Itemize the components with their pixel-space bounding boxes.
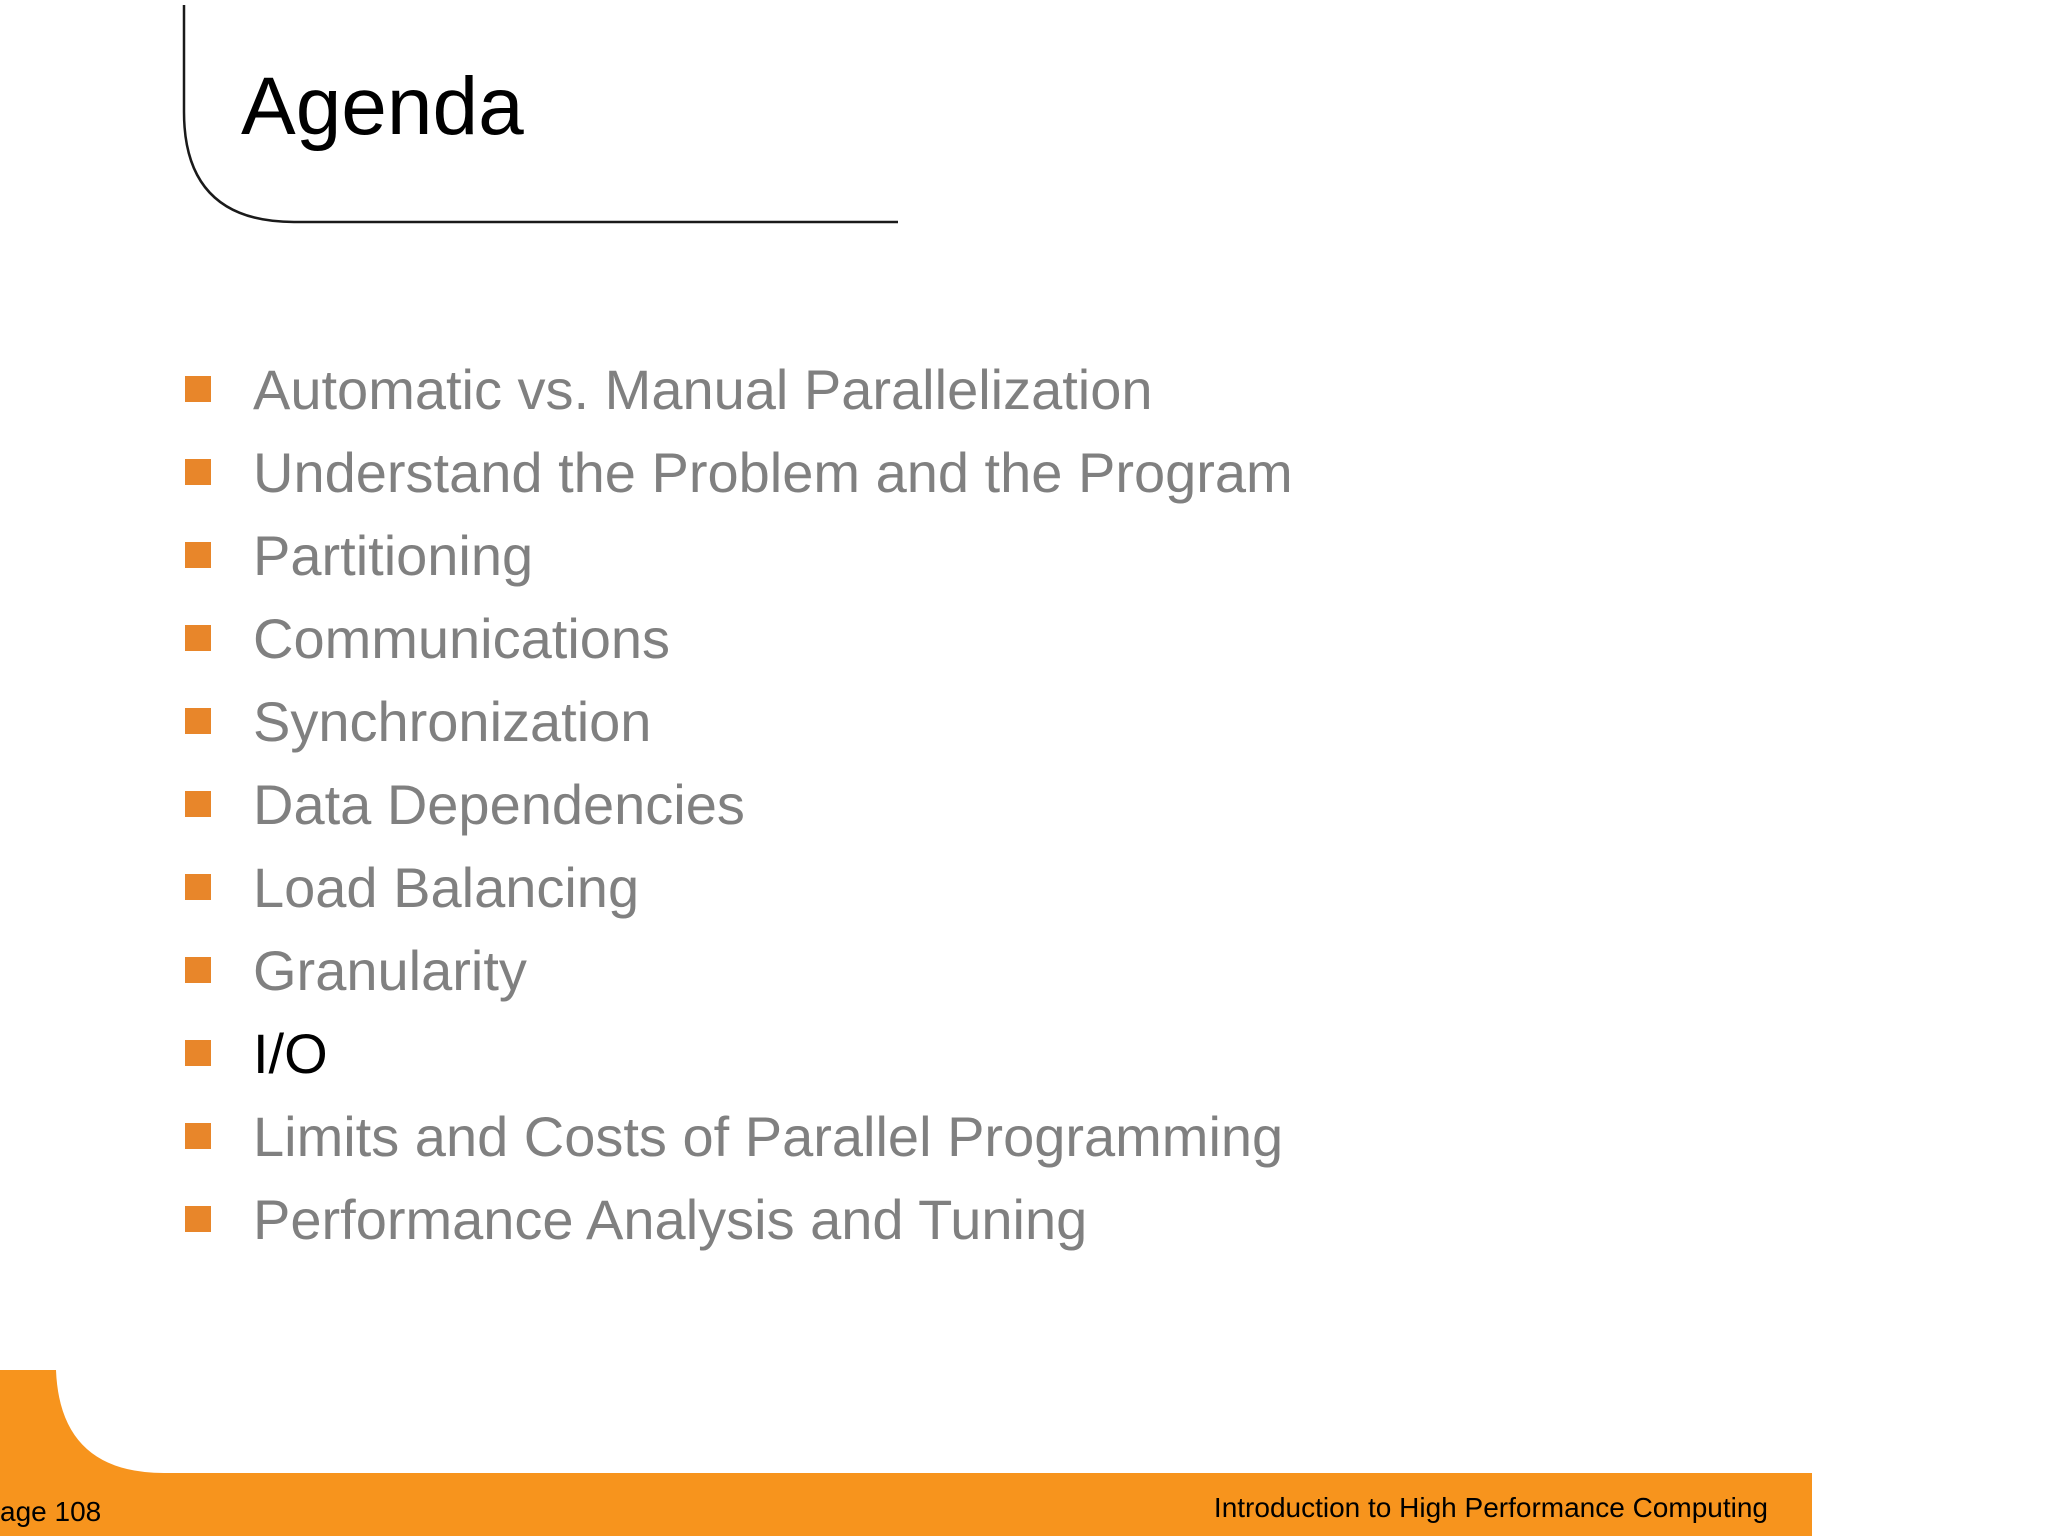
agenda-item-label: Understand the Problem and the Program [253,441,1293,504]
square-bullet-icon [185,1123,211,1149]
agenda-item [0,516,1400,599]
agenda-item [0,682,1400,765]
agenda-list [0,350,1400,1263]
footer-course-title: Introduction to High Performance Computing [1213,1492,1768,1523]
agenda-item [0,350,1400,433]
agenda-item-label: Performance Analysis and Tuning [253,1188,1088,1251]
slide-title: Agenda [241,61,524,152]
agenda-item-label: Partitioning [253,524,534,587]
square-bullet-icon [185,376,211,402]
square-bullet-icon [185,957,211,983]
page-number: age 108 [0,1496,102,1527]
agenda-item [0,433,1400,516]
agenda-item [0,1097,1400,1180]
agenda-item-label: Limits and Costs of Parallel Programming [253,1105,1284,1168]
agenda-item-label: Data Dependencies [253,773,745,836]
square-bullet-icon [185,874,211,900]
square-bullet-icon [185,459,211,485]
agenda-item [0,599,1400,682]
agenda-item-label: Synchronization [253,690,652,753]
square-bullet-icon [185,1040,211,1066]
agenda-item-label: Automatic vs. Manual Parallelization [253,358,1153,421]
agenda-item-label: Communications [253,607,671,670]
agenda-item [0,1014,1400,1097]
agenda-item [0,931,1400,1014]
square-bullet-icon [185,1206,211,1232]
square-bullet-icon [185,625,211,651]
agenda-item [0,848,1400,931]
agenda-item-label: Load Balancing [253,856,640,919]
agenda-item-label: I/O [253,1022,328,1085]
agenda-item-label: Granularity [253,939,527,1002]
agenda-item [0,1180,1400,1263]
square-bullet-icon [185,708,211,734]
square-bullet-icon [185,791,211,817]
agenda-item [0,765,1400,848]
square-bullet-icon [185,542,211,568]
